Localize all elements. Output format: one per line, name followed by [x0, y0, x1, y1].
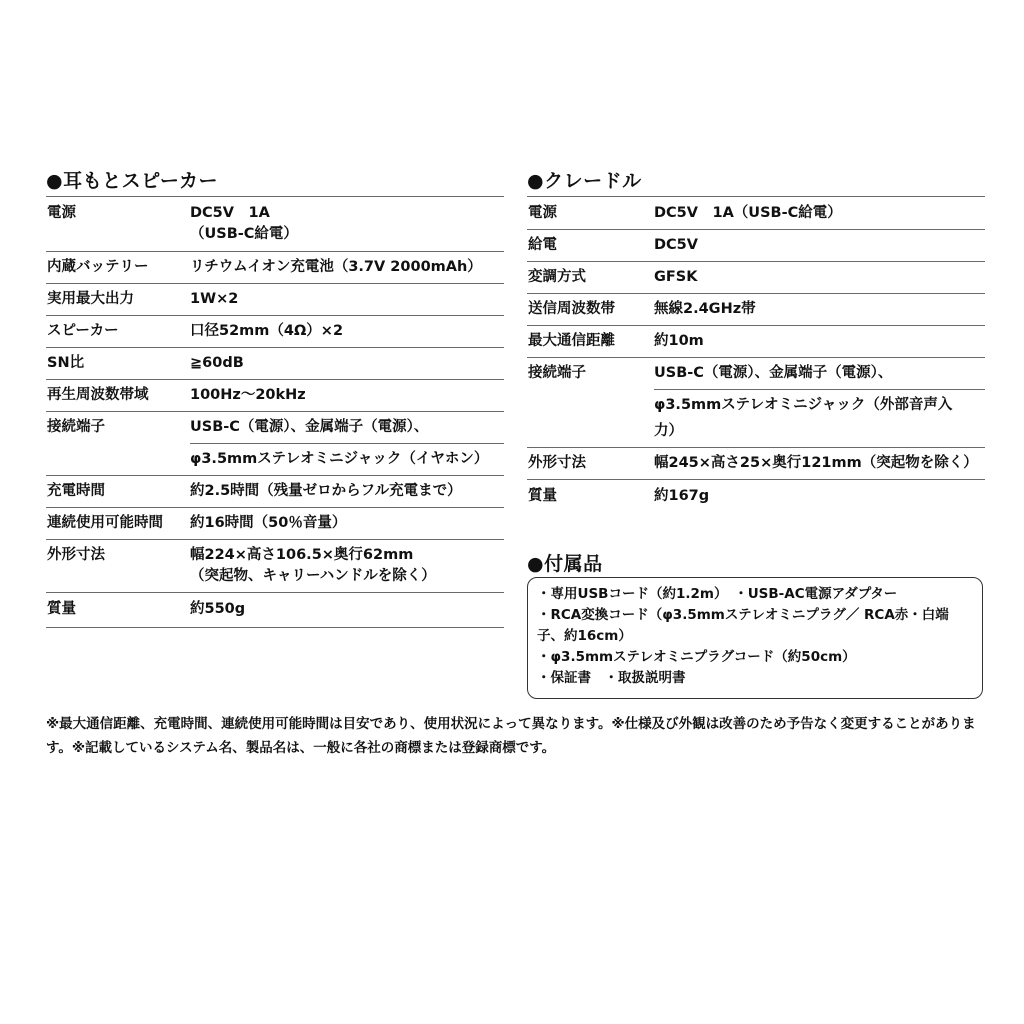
spec-value-line: DC5V 1A — [190, 205, 270, 221]
spec-value: 約550g — [188, 593, 504, 628]
spec-value: DC5V 1A（USB-C給電） — [652, 197, 985, 230]
spec-label: 内蔵バッテリー — [46, 252, 188, 284]
spec-row-weight — [527, 480, 985, 514]
spec-value-line: φ3.5mmステレオミニジャック（イヤホン） — [190, 451, 489, 467]
spec-label: 質量 — [528, 488, 557, 504]
spec-value: 無線2.4GHz帯 — [652, 294, 985, 326]
spec-label: 外形寸法 — [46, 540, 188, 593]
spec-value: DC5V — [652, 230, 985, 262]
accessories-box — [527, 577, 983, 699]
spec-value: 口径52mm（4Ω）×2 — [188, 316, 504, 348]
spec-row-supply — [527, 230, 985, 262]
spec-label: 連続使用可能時間 — [46, 508, 188, 540]
spec-label: 変調方式 — [527, 262, 652, 294]
spec-row-usage-time — [46, 508, 504, 540]
spec-row-connectors — [46, 412, 504, 476]
spec-value: 約16時間（50％音量） — [188, 508, 504, 540]
spec-row-range — [527, 326, 985, 358]
spec-value: GFSK — [652, 262, 985, 294]
spec-row-charge-time — [46, 476, 504, 508]
spec-label: 再生周波数帯域 — [46, 380, 188, 412]
accessory-item: ・RCA変換コード（φ3.5mmステレオミニプラグ／ RCA赤・白端子、約16cm） — [537, 607, 949, 644]
spec-label: 外形寸法 — [527, 448, 652, 480]
spec-label: 質量 — [46, 593, 188, 628]
spec-value: 幅245×高さ25×奥行121mm（突起物を除く） — [652, 448, 985, 480]
spec-row-connectors — [527, 358, 985, 448]
speaker-spec-table — [46, 196, 504, 628]
spec-value: 約2.5時間（残量ゼロからフル充電まで） — [188, 476, 504, 508]
spec-value: ≧60dB — [188, 348, 504, 380]
spec-label: 送信周波数帯 — [527, 294, 652, 326]
spec-row-modulation — [527, 262, 985, 294]
spec-value-line: USB-C（電源）、金属端子（電源）、 — [654, 363, 985, 390]
spec-label: 電源 — [527, 197, 652, 230]
spec-value — [188, 412, 504, 476]
spec-row-dimensions — [46, 540, 504, 593]
spec-value-line: 力） — [654, 423, 683, 439]
spec-value-line: φ3.5mmステレオミニジャック（外部音声入 — [654, 397, 953, 413]
spec-row-speaker — [46, 316, 504, 348]
spec-value — [188, 197, 504, 252]
spec-row-frequency — [46, 380, 504, 412]
spec-value: 約167g — [654, 488, 710, 504]
spec-label: 接続端子 — [527, 358, 652, 448]
spec-value-line: （突起物、キャリーハンドルを除く） — [190, 568, 436, 584]
spec-label: スピーカー — [46, 316, 188, 348]
spec-value-line: （USB-C給電） — [190, 226, 298, 242]
cradle-spec-table — [527, 196, 985, 513]
spec-row-band — [527, 294, 985, 326]
speaker-section-title: ●耳もとスピーカー — [46, 170, 218, 192]
spec-value — [188, 540, 504, 593]
spec-row-output — [46, 284, 504, 316]
spec-value-line: USB-C（電源）、金属端子（電源）、 — [190, 417, 504, 444]
spec-value: 100Hz〜20kHz — [188, 380, 504, 412]
accessory-item: ・専用USBコード（約1.2m） ・USB-AC電源アダプター — [537, 586, 898, 602]
spec-label: 電源 — [46, 197, 188, 252]
cradle-section-title: ●クレードル — [527, 170, 642, 192]
spec-value — [652, 358, 985, 448]
spec-label: 充電時間 — [46, 476, 188, 508]
spec-row-power — [527, 197, 985, 230]
spec-row-sn-ratio — [46, 348, 504, 380]
footnote: ※最大通信距離、充電時間、連続使用可能時間は目安であり、使用状況によって異なります。※仕様及び外観は改善のため予告なく変更することがあります。※記載しているシステム名、製品名は、一般に各社の商標または登録商標です。 — [46, 716, 976, 756]
spec-value: リチウムイオン充電池（3.7V 2000mAh） — [188, 252, 504, 284]
accessory-item: ・保証書 ・取扱説明書 — [537, 670, 686, 686]
spec-row-weight — [46, 593, 504, 628]
spec-label: 接続端子 — [46, 412, 188, 476]
spec-label: SN比 — [46, 348, 188, 380]
accessories-section-title: ●付属品 — [527, 553, 603, 575]
spec-value-line: 幅224×高さ106.5×奥行62mm — [190, 547, 414, 563]
spec-label: 最大通信距離 — [527, 326, 652, 358]
spec-row-power — [46, 197, 504, 252]
spec-value: 約10m — [652, 326, 985, 358]
spec-label: 実用最大出力 — [46, 284, 188, 316]
spec-label: 給電 — [527, 230, 652, 262]
accessory-item: ・φ3.5mmステレオミニプラグコード（約50cm） — [537, 649, 856, 665]
spec-value: 1W×2 — [188, 284, 504, 316]
spec-row-dimensions — [527, 448, 985, 480]
spec-row-battery — [46, 252, 504, 284]
